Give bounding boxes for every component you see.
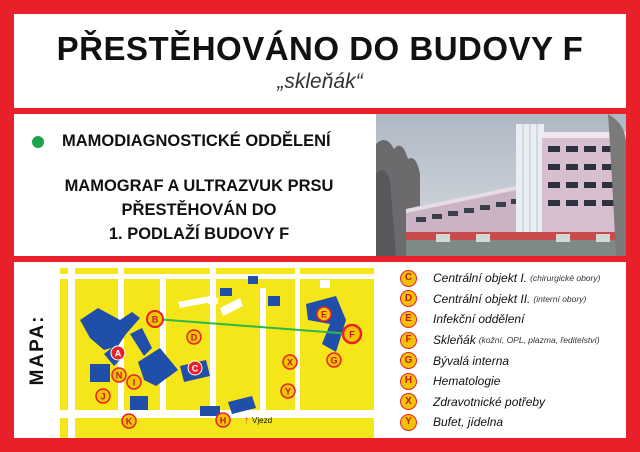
legend-note: (kožní, OPL, plazma, ředitelství): [478, 335, 600, 346]
legend-badge: F: [400, 332, 417, 349]
marker-f-label: F: [349, 329, 355, 340]
notice-line: 1. PODLAŽÍ BUDOVY F: [108, 225, 290, 243]
page-subtitle: „skleňák“: [277, 70, 363, 93]
legend-badge: Y: [400, 414, 417, 431]
legend-badge: G: [400, 352, 417, 369]
map-legend: [400, 268, 626, 433]
marker-b-label: B: [151, 314, 159, 325]
marker-x: [283, 355, 297, 369]
relocation-notice: [34, 174, 364, 246]
notice-line: MAMOGRAF A ULTRAZVUK PRSU: [64, 177, 334, 195]
marker-h: [216, 413, 230, 427]
legend-note: (interní obory): [533, 293, 587, 304]
marker-e-label: E: [320, 309, 328, 320]
legend-name: Centrální objekt I.: [433, 271, 528, 286]
marker-n-label: N: [115, 370, 123, 381]
marker-j: [96, 389, 110, 403]
marker-y: [281, 384, 295, 398]
legend-name: Hematologie: [433, 374, 501, 389]
legend-badge: C: [400, 270, 417, 287]
legend-name: Bufet, jídelna: [433, 415, 504, 430]
department-row: [32, 132, 331, 151]
legend-name: Zdravotnické potřeby: [433, 394, 546, 409]
marker-a-label: A: [114, 348, 122, 359]
legend-badge: H: [400, 373, 417, 390]
marker-h-label: H: [219, 415, 227, 426]
building-photo: [376, 114, 626, 256]
legend-name: Bývalá interna: [433, 353, 510, 368]
marker-n: [112, 368, 126, 382]
marker-y-label: Y: [284, 386, 292, 397]
legend-name: Skleňák: [433, 333, 476, 348]
marker-b: [147, 311, 163, 327]
legend-badge: D: [400, 290, 417, 307]
marker-a: [111, 346, 125, 360]
entrance-label: Vjezd: [252, 416, 273, 425]
marker-f: [343, 325, 361, 343]
legend-item: [400, 412, 626, 433]
marker-g: [327, 353, 341, 367]
campus-map: [60, 268, 374, 438]
marker-c-label: C: [191, 363, 199, 374]
marker-d: [187, 330, 201, 344]
marker-i: [127, 375, 141, 389]
legend-item: [400, 371, 626, 392]
marker-k-label: K: [125, 416, 133, 427]
entrance-marker: [244, 415, 272, 426]
legend-item: [400, 309, 626, 330]
marker-c: [188, 361, 202, 375]
marker-e: [317, 307, 331, 321]
legend-badge: X: [400, 393, 417, 410]
map-label: MAPA:: [27, 314, 48, 386]
notice-line: PŘESTĚHOVÁN DO: [121, 201, 277, 219]
marker-d-label: D: [190, 332, 198, 343]
department-name: MAMODIAGNOSTICKÉ ODDĚLENÍ: [62, 132, 331, 150]
legend-note: (chirurgické obory): [530, 273, 601, 284]
marker-j-label: J: [100, 391, 106, 402]
map-legend-panel: [14, 262, 626, 438]
legend-item: [400, 289, 626, 310]
status-dot-icon: [32, 136, 44, 148]
marker-k: [122, 414, 136, 428]
legend-item: [400, 268, 626, 289]
legend-item: [400, 350, 626, 371]
legend-badge: E: [400, 311, 417, 328]
marker-i-label: I: [132, 377, 136, 388]
page-title: PŘESTĚHOVÁNO DO BUDOVY F: [56, 30, 584, 67]
marker-x-label: X: [286, 357, 294, 368]
marker-g-label: G: [330, 355, 338, 366]
legend-item: [400, 330, 626, 351]
legend-name: Infekční oddělení: [433, 312, 525, 327]
legend-item: [400, 392, 626, 413]
legend-name: Centrální objekt II.: [433, 291, 531, 306]
header-panel: [14, 14, 626, 108]
info-panel: [14, 114, 626, 256]
entrance-arrow-icon: ↑: [244, 415, 249, 426]
